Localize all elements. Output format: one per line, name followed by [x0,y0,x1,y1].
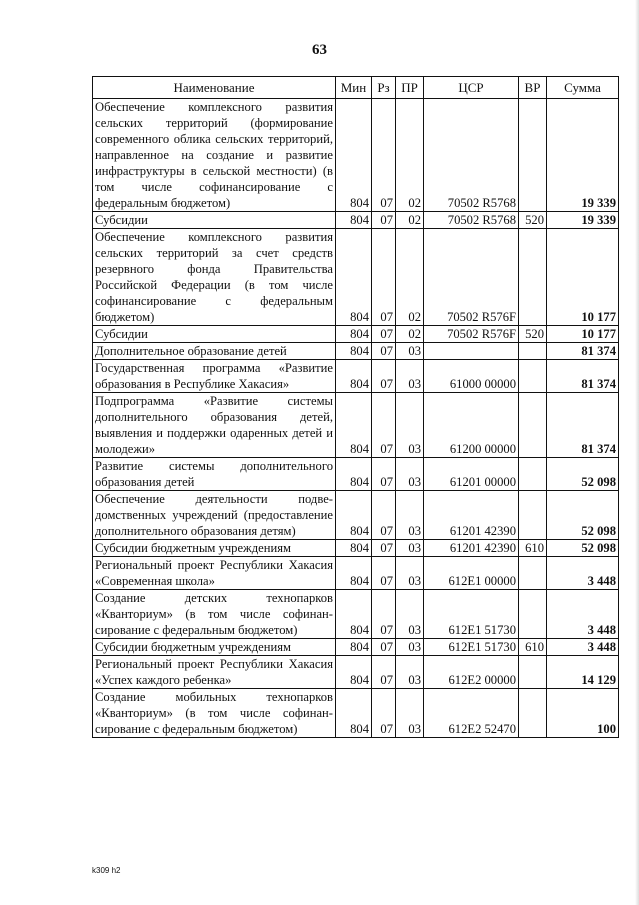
cell-pr: 02 [396,326,424,343]
table-row [93,212,619,229]
header-rz: Рз [372,77,396,99]
table-body [93,99,619,738]
cell-sum: 10 177 [547,326,619,343]
table-row [93,689,619,738]
cell-vr [519,656,547,689]
cell-pr: 03 [396,540,424,557]
cell-rz: 07 [372,326,396,343]
cell-min: 804 [336,590,372,639]
cell-name: Государственная программа «Развитие образования в Республике Хакасия» [93,360,336,393]
cell-pr: 03 [396,639,424,656]
footer-code: k309 h2 [92,866,121,875]
cell-vr [519,590,547,639]
table-row [93,491,619,540]
cell-csr: 612E1 51730 [424,639,519,656]
cell-vr [519,393,547,458]
cell-name: Региональный проект Республики Хакасия «Современная школа» [93,557,336,590]
cell-sum: 10 177 [547,229,619,326]
table-row [93,99,619,212]
cell-rz: 07 [372,557,396,590]
cell-name: Субсидии бюджетным учреждениям [93,639,336,656]
cell-vr [519,229,547,326]
cell-sum: 100 [547,689,619,738]
cell-sum: 19 339 [547,212,619,229]
cell-rz: 07 [372,656,396,689]
cell-min: 804 [336,689,372,738]
cell-rz: 07 [372,99,396,212]
cell-pr: 03 [396,393,424,458]
cell-csr: 61200 00000 [424,393,519,458]
cell-vr [519,689,547,738]
cell-sum: 3 448 [547,590,619,639]
cell-vr: 610 [519,639,547,656]
cell-csr [424,343,519,360]
cell-name: Обеспечение комплексного развития сельских территорий за счет средств резервного фонда Правительства Российской Федерации (в том числе софинансирование с федеральным бюджетом) [93,229,336,326]
cell-sum: 81 374 [547,343,619,360]
cell-min: 804 [336,326,372,343]
cell-sum: 81 374 [547,360,619,393]
table-row [93,458,619,491]
cell-min: 804 [336,393,372,458]
table-row [93,343,619,360]
cell-vr: 520 [519,212,547,229]
cell-name: Обеспечение деятельности подведомственных учреждений (предоставление дополнительного образования детям) [93,491,336,540]
cell-vr [519,99,547,212]
cell-pr: 03 [396,689,424,738]
cell-min: 804 [336,557,372,590]
header-sum: Сумма [547,77,619,99]
cell-vr [519,491,547,540]
header-min: Мин [336,77,372,99]
cell-name: Подпрограмма «Развитие системы дополнительного образования детей, выявления и поддержки одаренных детей и молодежи» [93,393,336,458]
cell-min: 804 [336,540,372,557]
cell-pr: 02 [396,212,424,229]
cell-rz: 07 [372,393,396,458]
header-name: Наименование [93,77,336,99]
page-edge [635,0,639,905]
cell-csr: 61201 42390 [424,491,519,540]
cell-sum: 52 098 [547,491,619,540]
cell-min: 804 [336,458,372,491]
cell-name: Субсидии бюджетным учреждениям [93,540,336,557]
cell-name: Субсидии [93,212,336,229]
cell-vr [519,343,547,360]
table-row [93,557,619,590]
cell-csr: 70502 R5768 [424,212,519,229]
header-vr: ВР [519,77,547,99]
cell-rz: 07 [372,689,396,738]
cell-pr: 03 [396,491,424,540]
cell-pr: 03 [396,343,424,360]
table-row [93,540,619,557]
cell-pr: 03 [396,590,424,639]
cell-name: Дополнительное образование детей [93,343,336,360]
cell-min: 804 [336,360,372,393]
cell-csr: 612E1 00000 [424,557,519,590]
cell-rz: 07 [372,212,396,229]
cell-min: 804 [336,491,372,540]
cell-vr: 610 [519,540,547,557]
cell-vr [519,458,547,491]
cell-rz: 07 [372,458,396,491]
cell-pr: 02 [396,229,424,326]
cell-pr: 03 [396,656,424,689]
cell-name: Региональный проект Республики Хакасия «Успех каждого ребенка» [93,656,336,689]
cell-min: 804 [336,99,372,212]
table-row [93,326,619,343]
cell-name: Обеспечение комплексного развития сельских территорий (формирование современного облика сельских территорий, направленное на создание и развитие инфраструктуры в сельской местности) (в том числе софинансирование с федеральным бюджетом) [93,99,336,212]
cell-name: Создание мобильных технопарков «Кванториум» (в том числе софинансирование с федеральным бюджетом) [93,689,336,738]
cell-csr: 61201 42390 [424,540,519,557]
cell-csr: 61201 00000 [424,458,519,491]
cell-rz: 07 [372,360,396,393]
cell-sum: 3 448 [547,639,619,656]
cell-rz: 07 [372,491,396,540]
budget-table [92,76,619,738]
cell-rz: 07 [372,540,396,557]
cell-min: 804 [336,229,372,326]
cell-min: 804 [336,639,372,656]
cell-pr: 02 [396,99,424,212]
cell-sum: 14 129 [547,656,619,689]
cell-rz: 07 [372,229,396,326]
cell-name: Развитие системы дополнительного образования детей [93,458,336,491]
cell-name: Субсидии [93,326,336,343]
cell-csr: 612E2 00000 [424,656,519,689]
table-row [93,656,619,689]
cell-csr: 61000 00000 [424,360,519,393]
cell-min: 804 [336,343,372,360]
table-row [93,639,619,656]
cell-pr: 03 [396,557,424,590]
cell-sum: 52 098 [547,458,619,491]
page-number: 63 [312,42,327,58]
cell-csr: 70502 R576F [424,326,519,343]
table-row [93,229,619,326]
cell-csr: 612E2 52470 [424,689,519,738]
cell-sum: 3 448 [547,557,619,590]
cell-vr [519,557,547,590]
cell-rz: 07 [372,639,396,656]
cell-csr: 70502 R576F [424,229,519,326]
table-header [93,77,619,99]
cell-min: 804 [336,656,372,689]
cell-rz: 07 [372,343,396,360]
table-row [93,360,619,393]
cell-min: 804 [336,212,372,229]
cell-pr: 03 [396,360,424,393]
table-row [93,590,619,639]
cell-vr: 520 [519,326,547,343]
cell-rz: 07 [372,590,396,639]
cell-csr: 612E1 51730 [424,590,519,639]
cell-vr [519,360,547,393]
table-row [93,393,619,458]
cell-name: Создание детских технопарков «Кванториум» (в том числе софинансирование с федеральным бюджетом) [93,590,336,639]
cell-csr: 70502 R5768 [424,99,519,212]
header-csr: ЦСР [424,77,519,99]
cell-sum: 81 374 [547,393,619,458]
cell-sum: 19 339 [547,99,619,212]
cell-pr: 03 [396,458,424,491]
cell-sum: 52 098 [547,540,619,557]
header-pr: ПР [396,77,424,99]
